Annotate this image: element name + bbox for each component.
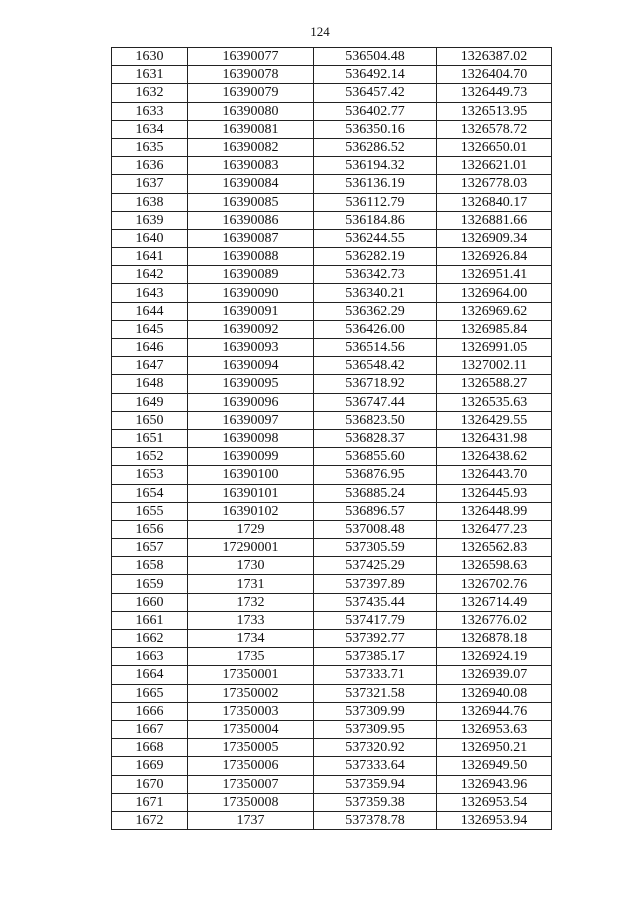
point-id-cell: 17350008 (188, 793, 314, 811)
table-row (112, 539, 552, 557)
table-row (112, 66, 552, 84)
table-row (112, 611, 552, 629)
point-number-cell: 1657 (112, 539, 188, 557)
point-id-cell: 16390079 (188, 84, 314, 102)
point-number-cell: 1666 (112, 702, 188, 720)
table-body (112, 48, 552, 830)
table-row (112, 466, 552, 484)
point-number-cell: 1665 (112, 684, 188, 702)
y-coordinate-cell: 1326943.96 (437, 775, 552, 793)
point-number-cell: 1662 (112, 630, 188, 648)
point-number-cell: 1653 (112, 466, 188, 484)
y-coordinate-cell: 1326909.34 (437, 229, 552, 247)
point-id-cell: 16390085 (188, 193, 314, 211)
point-id-cell: 16390099 (188, 448, 314, 466)
table-row (112, 666, 552, 684)
table-row (112, 357, 552, 375)
point-id-cell: 16390090 (188, 284, 314, 302)
x-coordinate-cell: 536402.77 (314, 102, 437, 120)
y-coordinate-cell: 1326598.63 (437, 557, 552, 575)
y-coordinate-cell: 1326588.27 (437, 375, 552, 393)
x-coordinate-cell: 536718.92 (314, 375, 437, 393)
point-id-cell: 1737 (188, 811, 314, 829)
point-number-cell: 1668 (112, 739, 188, 757)
point-id-cell: 16390089 (188, 266, 314, 284)
x-coordinate-cell: 537309.95 (314, 720, 437, 738)
y-coordinate-cell: 1326702.76 (437, 575, 552, 593)
y-coordinate-cell: 1326991.05 (437, 339, 552, 357)
point-id-cell: 16390080 (188, 102, 314, 120)
table-row (112, 248, 552, 266)
point-number-cell: 1661 (112, 611, 188, 629)
point-id-cell: 1729 (188, 520, 314, 538)
point-id-cell: 16390102 (188, 502, 314, 520)
point-number-cell: 1660 (112, 593, 188, 611)
x-coordinate-cell: 537435.44 (314, 593, 437, 611)
table-row (112, 138, 552, 156)
y-coordinate-cell: 1326964.00 (437, 284, 552, 302)
x-coordinate-cell: 536504.48 (314, 48, 437, 66)
x-coordinate-cell: 537392.77 (314, 630, 437, 648)
y-coordinate-cell: 1326926.84 (437, 248, 552, 266)
point-id-cell: 17350002 (188, 684, 314, 702)
table-row (112, 84, 552, 102)
x-coordinate-cell: 537309.99 (314, 702, 437, 720)
point-id-cell: 16390097 (188, 411, 314, 429)
x-coordinate-cell: 537359.94 (314, 775, 437, 793)
y-coordinate-cell: 1326562.83 (437, 539, 552, 557)
table-row (112, 393, 552, 411)
point-number-cell: 1655 (112, 502, 188, 520)
table-row (112, 211, 552, 229)
y-coordinate-cell: 1326924.19 (437, 648, 552, 666)
y-coordinate-cell: 1326431.98 (437, 429, 552, 447)
x-coordinate-cell: 537333.64 (314, 757, 437, 775)
point-number-cell: 1632 (112, 84, 188, 102)
table-row (112, 375, 552, 393)
point-number-cell: 1656 (112, 520, 188, 538)
point-id-cell: 16390082 (188, 138, 314, 156)
x-coordinate-cell: 537378.78 (314, 811, 437, 829)
point-number-cell: 1635 (112, 138, 188, 156)
y-coordinate-cell: 1326953.94 (437, 811, 552, 829)
x-coordinate-cell: 536194.32 (314, 157, 437, 175)
y-coordinate-cell: 1326939.07 (437, 666, 552, 684)
x-coordinate-cell: 536548.42 (314, 357, 437, 375)
table-row (112, 411, 552, 429)
point-number-cell: 1647 (112, 357, 188, 375)
y-coordinate-cell: 1326477.23 (437, 520, 552, 538)
point-number-cell: 1671 (112, 793, 188, 811)
x-coordinate-cell: 536885.24 (314, 484, 437, 502)
y-coordinate-cell: 1326881.66 (437, 211, 552, 229)
point-id-cell: 16390087 (188, 229, 314, 247)
point-id-cell: 16390093 (188, 339, 314, 357)
table-row (112, 520, 552, 538)
y-coordinate-cell: 1326878.18 (437, 630, 552, 648)
point-number-cell: 1645 (112, 320, 188, 338)
table-row (112, 120, 552, 138)
y-coordinate-cell: 1326448.99 (437, 502, 552, 520)
point-id-cell: 16390081 (188, 120, 314, 138)
point-id-cell: 16390094 (188, 357, 314, 375)
y-coordinate-cell: 1326950.21 (437, 739, 552, 757)
x-coordinate-cell: 536457.42 (314, 84, 437, 102)
point-id-cell: 17290001 (188, 539, 314, 557)
y-coordinate-cell: 1326650.01 (437, 138, 552, 156)
x-coordinate-cell: 537008.48 (314, 520, 437, 538)
point-id-cell: 16390091 (188, 302, 314, 320)
table-row (112, 757, 552, 775)
x-coordinate-cell: 536282.19 (314, 248, 437, 266)
y-coordinate-cell: 1326445.93 (437, 484, 552, 502)
x-coordinate-cell: 536362.29 (314, 302, 437, 320)
point-number-cell: 1640 (112, 229, 188, 247)
table-row (112, 266, 552, 284)
table-row (112, 648, 552, 666)
point-id-cell: 16390083 (188, 157, 314, 175)
table-row (112, 48, 552, 66)
y-coordinate-cell: 1326443.70 (437, 466, 552, 484)
y-coordinate-cell: 1326714.49 (437, 593, 552, 611)
x-coordinate-cell: 537417.79 (314, 611, 437, 629)
page-number: 124 (310, 24, 330, 39)
point-number-cell: 1644 (112, 302, 188, 320)
y-coordinate-cell: 1326578.72 (437, 120, 552, 138)
table-row (112, 229, 552, 247)
y-coordinate-cell: 1326513.95 (437, 102, 552, 120)
point-id-cell: 1731 (188, 575, 314, 593)
point-id-cell: 1735 (188, 648, 314, 666)
y-coordinate-cell: 1326438.62 (437, 448, 552, 466)
y-coordinate-cell: 1327002.11 (437, 357, 552, 375)
y-coordinate-cell: 1326985.84 (437, 320, 552, 338)
x-coordinate-cell: 536286.52 (314, 138, 437, 156)
x-coordinate-cell: 536855.60 (314, 448, 437, 466)
point-id-cell: 17350007 (188, 775, 314, 793)
point-number-cell: 1637 (112, 175, 188, 193)
x-coordinate-cell: 536823.50 (314, 411, 437, 429)
point-id-cell: 16390098 (188, 429, 314, 447)
point-number-cell: 1646 (112, 339, 188, 357)
point-id-cell: 16390092 (188, 320, 314, 338)
point-id-cell: 1734 (188, 630, 314, 648)
y-coordinate-cell: 1326449.73 (437, 84, 552, 102)
x-coordinate-cell: 537333.71 (314, 666, 437, 684)
y-coordinate-cell: 1326621.01 (437, 157, 552, 175)
table-row (112, 429, 552, 447)
point-number-cell: 1672 (112, 811, 188, 829)
y-coordinate-cell: 1326951.41 (437, 266, 552, 284)
table-row (112, 175, 552, 193)
coordinates-table (111, 47, 552, 830)
point-number-cell: 1643 (112, 284, 188, 302)
table-row (112, 775, 552, 793)
point-id-cell: 1733 (188, 611, 314, 629)
table-row (112, 284, 552, 302)
x-coordinate-cell: 536514.56 (314, 339, 437, 357)
point-id-cell: 17350001 (188, 666, 314, 684)
x-coordinate-cell: 536244.55 (314, 229, 437, 247)
table-row (112, 575, 552, 593)
point-number-cell: 1670 (112, 775, 188, 793)
table-row (112, 193, 552, 211)
point-number-cell: 1638 (112, 193, 188, 211)
y-coordinate-cell: 1326969.62 (437, 302, 552, 320)
point-id-cell: 16390088 (188, 248, 314, 266)
point-id-cell: 17350004 (188, 720, 314, 738)
table-row (112, 702, 552, 720)
x-coordinate-cell: 536340.21 (314, 284, 437, 302)
table-row (112, 157, 552, 175)
point-id-cell: 16390084 (188, 175, 314, 193)
point-number-cell: 1654 (112, 484, 188, 502)
x-coordinate-cell: 537397.89 (314, 575, 437, 593)
x-coordinate-cell: 536342.73 (314, 266, 437, 284)
x-coordinate-cell: 536426.00 (314, 320, 437, 338)
table-row (112, 739, 552, 757)
x-coordinate-cell: 536112.79 (314, 193, 437, 211)
point-number-cell: 1633 (112, 102, 188, 120)
point-id-cell: 1732 (188, 593, 314, 611)
table-row (112, 484, 552, 502)
x-coordinate-cell: 536136.19 (314, 175, 437, 193)
point-number-cell: 1659 (112, 575, 188, 593)
point-number-cell: 1651 (112, 429, 188, 447)
point-id-cell: 16390086 (188, 211, 314, 229)
point-id-cell: 16390101 (188, 484, 314, 502)
x-coordinate-cell: 537359.38 (314, 793, 437, 811)
y-coordinate-cell: 1326944.76 (437, 702, 552, 720)
x-coordinate-cell: 537425.29 (314, 557, 437, 575)
point-number-cell: 1639 (112, 211, 188, 229)
y-coordinate-cell: 1326404.70 (437, 66, 552, 84)
y-coordinate-cell: 1326776.02 (437, 611, 552, 629)
point-number-cell: 1630 (112, 48, 188, 66)
y-coordinate-cell: 1326778.03 (437, 175, 552, 193)
point-id-cell: 17350005 (188, 739, 314, 757)
table-row (112, 811, 552, 829)
point-number-cell: 1669 (112, 757, 188, 775)
x-coordinate-cell: 537385.17 (314, 648, 437, 666)
point-number-cell: 1641 (112, 248, 188, 266)
x-coordinate-cell: 537320.92 (314, 739, 437, 757)
x-coordinate-cell: 536747.44 (314, 393, 437, 411)
point-number-cell: 1631 (112, 66, 188, 84)
y-coordinate-cell: 1326840.17 (437, 193, 552, 211)
x-coordinate-cell: 536896.57 (314, 502, 437, 520)
table-row (112, 630, 552, 648)
x-coordinate-cell: 536350.16 (314, 120, 437, 138)
point-number-cell: 1663 (112, 648, 188, 666)
x-coordinate-cell: 536492.14 (314, 66, 437, 84)
point-number-cell: 1658 (112, 557, 188, 575)
point-number-cell: 1664 (112, 666, 188, 684)
table-row (112, 102, 552, 120)
table-row (112, 320, 552, 338)
table-row (112, 793, 552, 811)
point-id-cell: 16390077 (188, 48, 314, 66)
table-row (112, 684, 552, 702)
x-coordinate-cell: 536876.95 (314, 466, 437, 484)
table-row (112, 339, 552, 357)
x-coordinate-cell: 536184.86 (314, 211, 437, 229)
point-id-cell: 16390078 (188, 66, 314, 84)
point-number-cell: 1648 (112, 375, 188, 393)
table-row (112, 502, 552, 520)
y-coordinate-cell: 1326953.54 (437, 793, 552, 811)
table-row (112, 557, 552, 575)
point-number-cell: 1650 (112, 411, 188, 429)
point-id-cell: 16390095 (188, 375, 314, 393)
y-coordinate-cell: 1326949.50 (437, 757, 552, 775)
table-row (112, 302, 552, 320)
x-coordinate-cell: 537305.59 (314, 539, 437, 557)
point-id-cell: 16390096 (188, 393, 314, 411)
table-row (112, 720, 552, 738)
point-id-cell: 1730 (188, 557, 314, 575)
table-row (112, 593, 552, 611)
y-coordinate-cell: 1326953.63 (437, 720, 552, 738)
point-number-cell: 1649 (112, 393, 188, 411)
point-number-cell: 1667 (112, 720, 188, 738)
x-coordinate-cell: 536828.37 (314, 429, 437, 447)
table-row (112, 448, 552, 466)
point-id-cell: 17350003 (188, 702, 314, 720)
point-number-cell: 1642 (112, 266, 188, 284)
point-number-cell: 1634 (112, 120, 188, 138)
y-coordinate-cell: 1326387.02 (437, 48, 552, 66)
y-coordinate-cell: 1326429.55 (437, 411, 552, 429)
point-id-cell: 16390100 (188, 466, 314, 484)
point-id-cell: 17350006 (188, 757, 314, 775)
x-coordinate-cell: 537321.58 (314, 684, 437, 702)
point-number-cell: 1636 (112, 157, 188, 175)
y-coordinate-cell: 1326940.08 (437, 684, 552, 702)
y-coordinate-cell: 1326535.63 (437, 393, 552, 411)
point-number-cell: 1652 (112, 448, 188, 466)
